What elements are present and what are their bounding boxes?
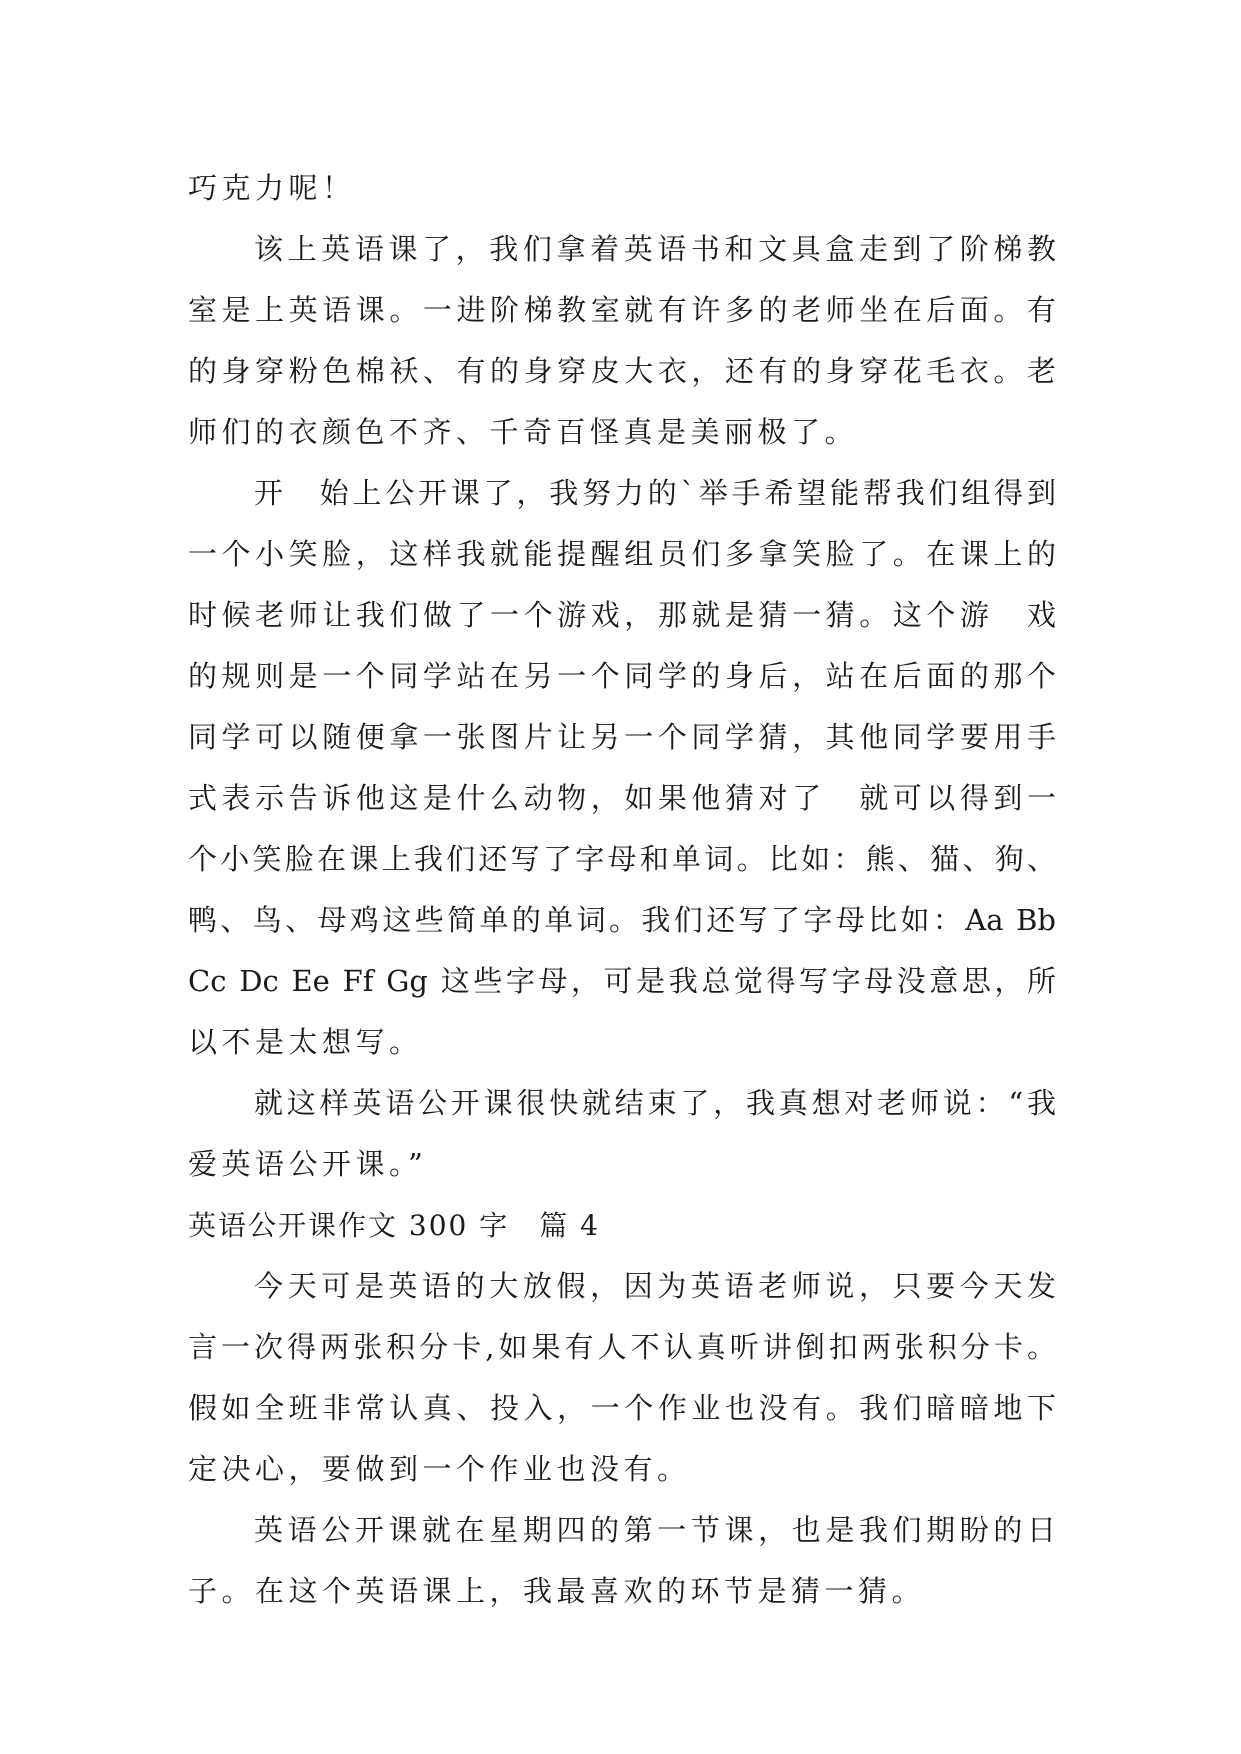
text-line: 时候老师让我们做了一个游戏，那就是猜一猜。这个游 戏 <box>188 598 1056 632</box>
text-line: 一个小笑脸，这样我就能提醒组员们多拿笑脸了。在课上的 <box>188 537 1056 571</box>
text-line: 爱英语公开课。” <box>188 1147 428 1181</box>
section-heading: 英语公开课作文 300 字 篇 4 <box>188 1209 600 1242</box>
text-line: 开 始上公开课了，我努力的`举手希望能帮我们组得到 <box>254 476 1056 510</box>
document-page <box>188 158 1056 1622</box>
text-block-2 <box>188 1256 1056 1622</box>
text-block-1 <box>188 158 1056 1195</box>
text-line: 言一次得两张积分卡,如果有人不认真听讲倒扣两张积分卡。 <box>188 1330 1056 1364</box>
text-line: 同学可以随便拿一张图片让另一个同学猜，其他同学要用手 <box>188 720 1056 754</box>
text-line: 鸭、鸟、母鸡这些简单的单词。我们还写了字母比如：Aa Bb <box>188 903 1056 937</box>
text-line: 的身穿粉色棉袄、有的身穿皮大衣，还有的身穿花毛衣。老 <box>188 354 1056 388</box>
text-line: 个小笑脸在课上我们还写了字母和单词。比如：熊、猫、狗、 <box>188 842 1056 876</box>
text-line: 子。在这个英语课上，我最喜欢的环节是猜一猜。 <box>188 1574 926 1608</box>
text-line: 巧克力呢！ <box>188 171 356 205</box>
text-line: 以不是太想写。 <box>188 1025 423 1059</box>
text-line: 定决心，要做到一个作业也没有。 <box>188 1452 691 1486</box>
text-line: 假如全班非常认真、投入，一个作业也没有。我们暗暗地下 <box>188 1391 1056 1425</box>
text-line: 就这样英语公开课很快就结束了，我真想对老师说：“我 <box>254 1086 1056 1120</box>
text-line: 式表示告诉他这是什么动物，如果他猜对了 就可以得到一 <box>188 781 1056 815</box>
text-line: Cc Dc Ee Ff Gg 这些字母，可是我总觉得写字母没意思，所 <box>188 964 1056 998</box>
text-line: 的规则是一个同学站在另一个同学的身后，站在后面的那个 <box>188 659 1056 693</box>
text-line: 室是上英语课。一进阶梯教室就有许多的老师坐在后面。有 <box>188 293 1056 327</box>
text-line: 今天可是英语的大放假，因为英语老师说，只要今天发 <box>254 1269 1056 1303</box>
text-line: 师们的衣颜色不齐、千奇百怪真是美丽极了。 <box>188 415 859 449</box>
text-line: 该上英语课了，我们拿着英语书和文具盒走到了阶梯教 <box>254 232 1056 266</box>
text-line: 英语公开课就在星期四的第一节课，也是我们期盼的日 <box>254 1513 1056 1547</box>
